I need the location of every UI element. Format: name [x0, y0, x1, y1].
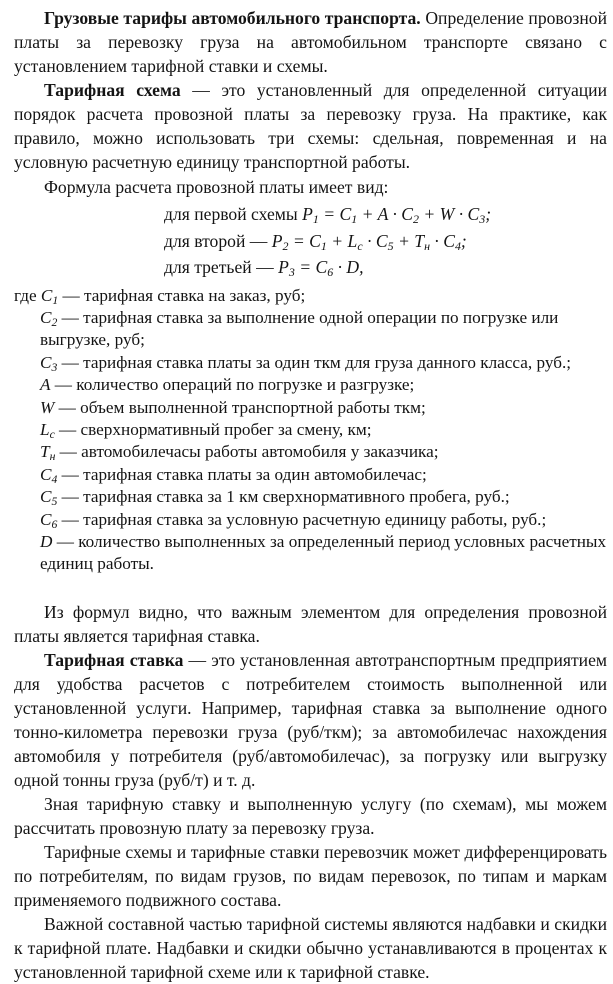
- legend-prefix: где: [14, 285, 41, 305]
- legend-text: — количество операций по погрузке и разгрузке;: [50, 375, 415, 395]
- legend-symbol: $L_c$: [40, 419, 55, 441]
- formula-intro: Формула расчета провозной платы имеет вид:: [44, 177, 389, 197]
- formula-line: [14, 201, 607, 228]
- paragraph-calculate-fee: Зная тарифную ставку и выполненную услугу (по схемам), мы можем рассчитать провозную плату за перевозку груза.: [14, 793, 607, 838]
- formula-expression: $P_2 = C_1 + L_c \cdot C_5 + T_н \cdot C_4$;: [271, 230, 467, 253]
- paragraph-differentiation: Тарифные схемы и тарифные ставки перевозчик может дифференцировать по потребителям, по видам грузов, по видам перевозок, по типам и маркам применяемого подвижного состава.: [14, 841, 607, 910]
- legend-text: — количество выполненных за определенный период условных расчетных единиц работы.: [40, 531, 607, 574]
- formula-line: [14, 254, 607, 281]
- heading-freight-tariffs: Грузовые тарифы автомобильного транспорта.: [44, 8, 421, 28]
- legend-text: — тарифная ставка за 1 км сверхнормативного пробега, руб.;: [57, 487, 510, 507]
- legend-item: [14, 307, 607, 352]
- legend-item: [14, 464, 607, 486]
- legend-text: — тарифная ставка платы за один автомобилечас;: [57, 464, 427, 484]
- legend-text: — тарифная ставка на заказ, руб;: [58, 285, 306, 305]
- text-tariff-scheme: — это установленный для определенной ситуации порядок расчета провозной платы за перевозку груза. На практике, как правило, можно использовать три схемы: сдельная, повременная и на условную расчетную единицу транспортной работы.: [14, 80, 608, 172]
- paragraph-tariff-scheme: [14, 78, 607, 174]
- text-freight-tariffs: Определение провозной платы за перевозку груза на автомобильном транспорте связано с установлением тарифной ставки и схемы.: [14, 8, 607, 76]
- legend-symbol: W: [40, 397, 55, 417]
- paragraph-formula-conclusion: Из формул видно, что важным элементом для определения провозной платы является тарифная ставка.: [14, 601, 607, 646]
- legend-symbol: $C_5$: [40, 487, 58, 509]
- legend-item: [14, 441, 607, 463]
- legend-item: [14, 397, 607, 419]
- legend-item: [14, 509, 607, 531]
- legend-symbol: $C_3$: [40, 352, 58, 374]
- legend-symbol: $C_1$: [40, 285, 59, 307]
- formula-line: [14, 228, 607, 255]
- paragraph-freight-tariffs: [14, 6, 607, 78]
- text-tariff-rate: — это установленная автотранспортным предприятием для удобства расчетов с потребителем стоимость выполненной или установленной услуги. Например, тарифная ставка за выполнение одного тонно-километра перевозки груза (руб/ткм); за автомобилечас нахождения автомобиля у потребителя (руб/автомобилечас), за погрузку или выгрузку одной тонны груза (руб/т) и т. д.: [14, 649, 608, 790]
- legend-text: — тарифная ставка за выполнение одной операции по погрузке или выгрузке, руб;: [40, 307, 559, 350]
- legend-item: [14, 352, 607, 374]
- legend-text: — тарифная ставка платы за один ткм для груза данного класса, руб.;: [57, 352, 572, 372]
- formula-expression: $P_1 = C_1 + A \cdot C_2 + W \cdot C_3$;: [302, 204, 492, 226]
- legend-item: [14, 486, 607, 508]
- formula-label: для первой схемы: [164, 204, 298, 224]
- variable-legend: [14, 285, 607, 576]
- legend-symbol: $C_4$: [40, 464, 58, 486]
- legend-symbol: $C_6$: [40, 509, 58, 531]
- heading-tariff-rate: Тарифная ставка: [44, 649, 184, 670]
- formula-label: для второй —: [164, 230, 268, 251]
- legend-symbol: $C_2$: [40, 307, 58, 329]
- legend-item: [14, 419, 607, 441]
- formula-expression: $P_3 = C_6 \cdot D$,: [278, 257, 364, 279]
- formula-block: [14, 201, 607, 281]
- legend-text: — автомобилечасы работы автомобиля у заказчика;: [55, 442, 439, 462]
- legend-item: [14, 531, 607, 576]
- legend-text: — тарифная ставка за условную расчетную единицу работы, руб.;: [57, 509, 547, 529]
- legend-text: — сверхнормативный пробег за смену, км;: [54, 419, 372, 439]
- paragraph-tariff-rate: [14, 648, 607, 792]
- legend-item: [14, 374, 607, 396]
- heading-tariff-scheme: Тарифная схема: [44, 80, 181, 100]
- legend-symbol: D: [40, 531, 53, 551]
- section-gap: [14, 576, 607, 600]
- paragraph-surcharges-discounts: Важной составной частью тарифной системы являются надбавки и скидки к тарифной плате. Надбавки и скидки обычно устанавливаются в процентах к установленной тарифной схеме или к тарифной ставке.: [14, 913, 607, 982]
- legend-symbol: $T_н$: [40, 442, 56, 464]
- legend-symbol: A: [40, 375, 51, 395]
- formula-label: для третьей —: [164, 257, 274, 277]
- legend-item: [14, 285, 607, 307]
- legend-text: — объем выполненной транспортной работы ткм;: [54, 397, 426, 417]
